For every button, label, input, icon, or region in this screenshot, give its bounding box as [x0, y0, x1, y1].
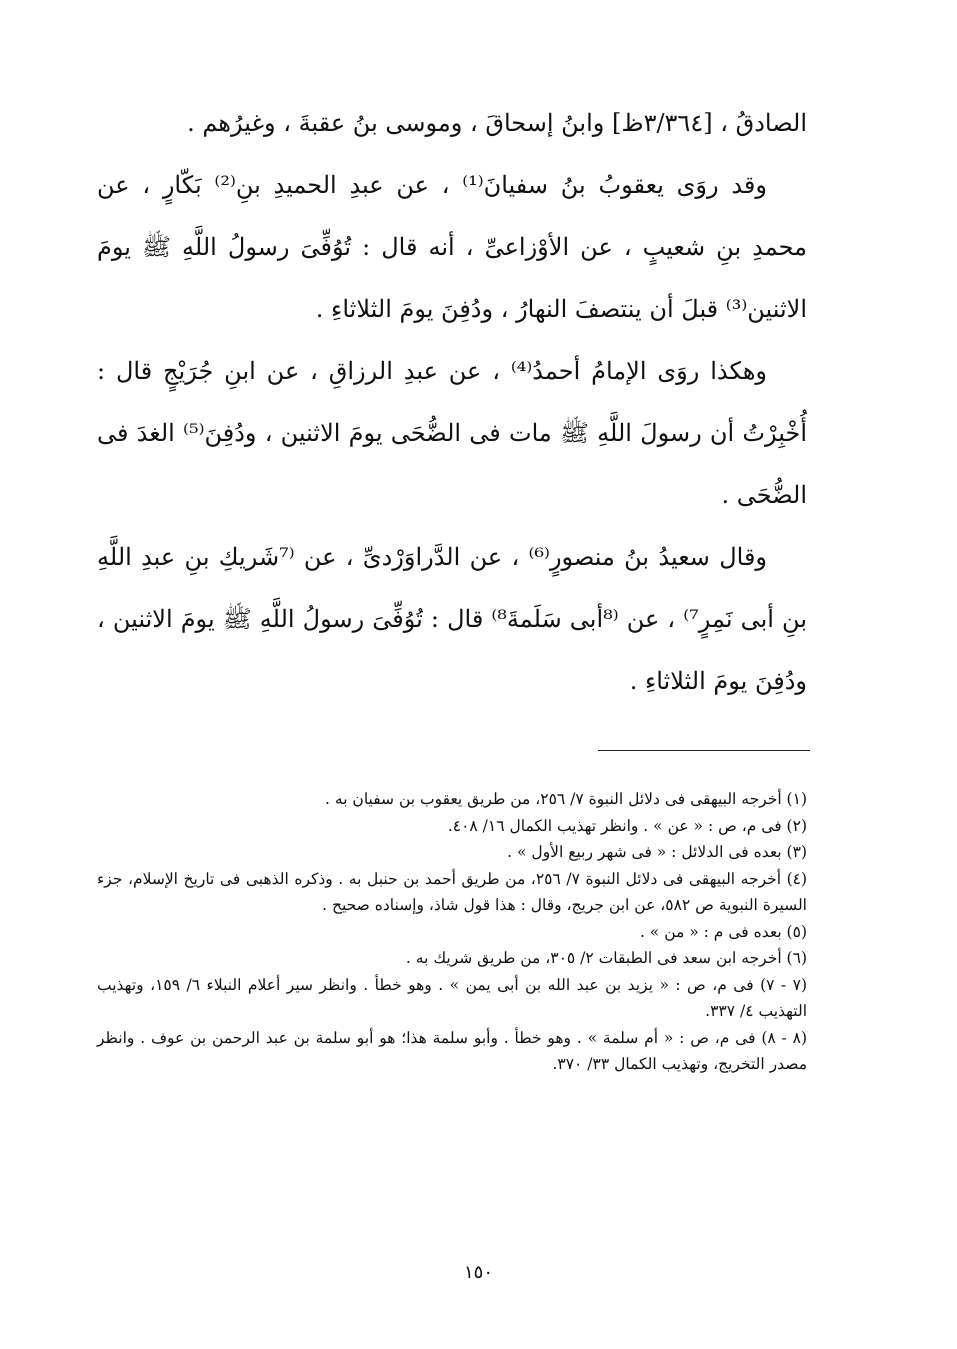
main-text [97, 92, 807, 712]
footnote-5: (٥) بعده فى م : « من » . [639, 922, 807, 941]
footnote-separator [598, 750, 810, 751]
paragraph-3: وهكذا روَى الإمامُ أحمدُ⁽⁴⁾ ، عن عبدِ الرزاقِ ، عن ابنِ جُرَيْجٍ قال : أُخْبِرْتُ أن رسولَ اللَّهِ ﷺ مات فى الضُّحَى يومَ الاثنين ، ودُفِنَ⁽⁵⁾ الغدَ فى الضُّحَى . [97, 357, 807, 509]
paragraph-4: وقال سعيدُ بنُ منصورٍ⁽⁶⁾ ، عن الدَّراوَرْدىِّ ، عن ⁽⁷شَريكِ بنِ عبدِ اللَّهِ بنِ أبى نَمِرٍ⁷⁾ ، عن ⁽⁸أبى سَلَمةَ⁸⁾ قال : تُوُفِّىَ رسولُ اللَّهِ ﷺ يومَ الاثنين ، ودُفِنَ يومَ الثلاثاءِ . [97, 543, 808, 695]
paragraph-1: الصادقُ ، [٣/٣٦٤ظ] وابنُ إسحاقَ ، وموسى بنُ عقبةَ ، وغيرُهم . [187, 109, 807, 137]
footnote-6: (٦) أخرجه ابن سعد فى الطبقات ٢/ ٣٠٥، من طريق شريك به . [405, 949, 807, 967]
footnotes [97, 786, 807, 1078]
footnote-8: (٨ - ٨) فى م، ص : « أم سلمة » . وهو خطأ . وأبو سلمة هذا؛ هو أبو سلمة بن عبد الرحمن بن عوف . وانظر مصدر التخريج، وتهذيب الكمال ٣٣/ ٣٧٠. [97, 1028, 807, 1073]
footnote-2: (٢) فى م، ص : « عن » . وانظر تهذيب الكمال ١٦/ ٤٠٨. [447, 816, 807, 835]
footnote-1: (١) أخرجه البيهقى فى دلائل النبوة ٧/ ٢٥٦، من طريق يعقوب بن سفيان به . [325, 790, 807, 808]
paragraph-2: وقد روَى يعقوبُ بنُ سفيانَ⁽¹⁾ ، عن عبدِ الحميدِ بنِ⁽²⁾ بَكّارٍ ، عن محمدِ بنِ شعيبٍ ، عن الأوْزاعىِّ ، أنه قال : تُوُفِّىَ رسولُ اللَّهِ ﷺ يومَ الاثنين⁽³⁾ قبلَ أن ينتصفَ النهارُ ، ودُفِنَ يومَ الثلاثاءِ . [97, 171, 807, 323]
page-number: ١٥٠ [463, 1262, 493, 1283]
footnote-3: (٣) بعده فى الدلائل : « فى شهر ربيع الأول » . [507, 843, 807, 861]
footnote-4: (٤) أخرجه البيهقى فى دلائل النبوة ٧/ ٢٥٦، من طريق أحمد بن حنبل به . وذكره الذهبى فى تاريخ الإسلام، جزء السيرة النبوية ص ٥٨٢، عن ابن جريج، وقال : هذا قول شاذ، وإسناده صحيح . [97, 869, 808, 914]
footnote-7: (٧ - ٧) فى م، ص : « يزيد بن عبد الله بن أبى يمن » . وهو خطأ . وانظر سير أعلام النبلاء ٦/ ١٥٩، وتهذيب التهذيب ٤/ ٣٣٧. [97, 975, 808, 1020]
